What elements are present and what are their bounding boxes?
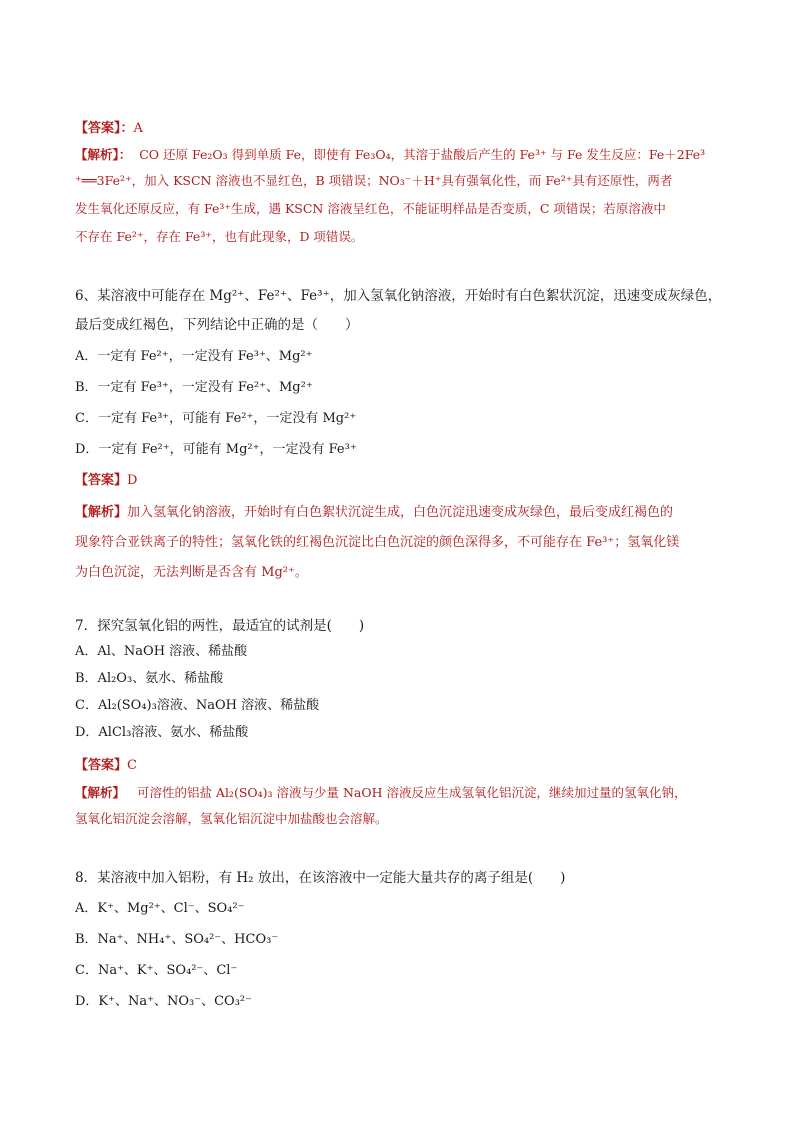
answer-label: 【答案】	[75, 473, 128, 488]
analysis-label: 【解析】：	[75, 147, 132, 162]
q6-option-d: D．一定有 Fe²⁺，可能有 Mg²⁺，一定没有 Fe³⁺	[75, 442, 357, 457]
q6-option-a: A．一定有 Fe²⁺，一定没有 Fe³⁺、Mg²⁺	[75, 349, 313, 364]
q7-option-d: D．AlCl₃溶液、氨水、稀盐酸	[75, 725, 249, 740]
analysis-label: 【解析】	[75, 505, 128, 520]
q6-analysis-line-2: 现象符合亚铁离子的特性；氢氧化铁的红褐色沉淀比白色沉淀的颜色深得多，不可能存在 Fe³⁺；氢氧化镁	[75, 535, 680, 550]
answer-label: 【答案】：	[75, 121, 134, 136]
q7-answer	[75, 757, 744, 775]
q6-analysis-line-1: 【解析】加入氢氧化钠溶液，开始时有白色絮状沉淀生成，白色沉淀迅速变成灰绿色，最后变成红褐色的	[75, 505, 674, 520]
q7-analysis-line-2: 氢氧化铝沉淀会溶解，氢氧化铝沉淀中加盐酸也会溶解。	[75, 811, 388, 826]
q6-analysis-line-3: 为白色沉淀，无法判断是否含有 Mg²⁺。	[75, 565, 308, 580]
q6-answer	[75, 472, 744, 490]
analysis-label: 【解析】	[75, 785, 126, 800]
q8-option-a: A．K⁺、Mg²⁺、Cl⁻、SO₄²⁻	[75, 901, 245, 916]
q5-answer	[75, 120, 744, 138]
q8-option-c: C．Na⁺、K⁺、SO₄²⁻、Cl⁻	[75, 963, 238, 978]
q7-analysis-line-1: 【解析】 可溶性的铝盐 Al₂(SO₄)₃ 溶液与少量 NaOH 溶液反应生成氢氧化铝沉淀，继续加过量的氢氧化钠，	[75, 785, 687, 800]
q8-option-b: B．Na⁺、NH₄⁺、SO₄²⁻、HCO₃⁻	[75, 932, 279, 947]
q8-question: 8．某溶液中加入铝粉，有 H₂ 放出，在该溶液中一定能大量共存的离子组是( )	[75, 870, 566, 886]
q6-option-c: C．一定有 Fe³⁺，可能有 Fe²⁺，一定没有 Mg²⁺	[75, 411, 357, 426]
q6-option-b: B．一定有 Fe³⁺，一定没有 Fe²⁺、Mg²⁺	[75, 380, 313, 395]
answer-value: D	[127, 473, 138, 488]
q7-option-a: A．Al、NaOH 溶液、稀盐酸	[75, 644, 248, 659]
q5-analysis-line-4: 不存在 Fe²⁺，存在 Fe³⁺，也有此现象，D 项错误。	[75, 229, 364, 244]
q8-option-d: D．K⁺、Na⁺、NO₃⁻、CO₃²⁻	[75, 994, 252, 1009]
q6-question-line-1: 6、某溶液中可能存在 Mg²⁺、Fe²⁺、Fe³⁺，加入氢氧化钠溶液，开始时有白色絮状沉淀，迅速变成灰绿色，	[75, 288, 722, 304]
q7-question: 7．探究氢氧化铝的两性，最适宜的试剂是( )	[75, 618, 365, 634]
q7-option-c: C．Al₂(SO₄)₃溶液、NaOH 溶液、稀盐酸	[75, 698, 320, 713]
answer-label: 【答案】	[75, 758, 128, 773]
q6-question-line-2: 最后变成红褐色，下列结论中正确的是（ ）	[75, 317, 359, 333]
q7-option-b: B．Al₂O₃、氨水、稀盐酸	[75, 671, 224, 686]
q5-analysis-line-1: 【解析】： CO 还原 Fe₂O₃ 得到单质 Fe，即使有 Fe₃O₄，其溶于盐酸后产生的 Fe³⁺ 与 Fe 发生反应：Fe＋2Fe³	[75, 147, 706, 162]
answer-value: C	[127, 758, 137, 773]
q5-analysis-line-2: ⁺══3Fe²⁺，加入 KSCN 溶液也不显红色，B 项错误；NO₃⁻＋H⁺具有强氧化性，而 Fe²⁺具有还原性，两者	[75, 173, 673, 188]
answer-value: A	[133, 121, 143, 136]
q5-analysis-line-3: 发生氧化还原反应，有 Fe³⁺生成，遇 KSCN 溶液呈红色，不能证明样品是否变质，C 项错误；若原溶液中	[75, 201, 666, 216]
